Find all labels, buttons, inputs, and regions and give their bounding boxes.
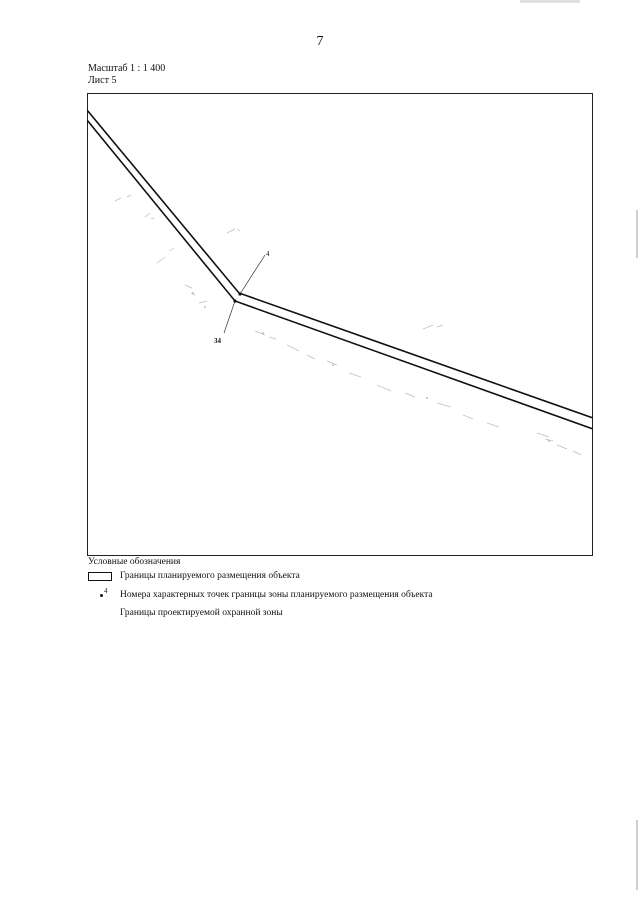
characteristic-point-4 bbox=[238, 292, 241, 295]
scan-edge-mark bbox=[636, 210, 638, 258]
point-label-34: 34 bbox=[214, 337, 221, 345]
legend-item-label: Номера характерных точек границы зоны планируемого размещения объекта bbox=[120, 590, 433, 600]
legend-item-label: Границы планируемого размещения объекта bbox=[120, 571, 300, 581]
characteristic-point-34 bbox=[233, 299, 236, 302]
legend-item-placement-boundary bbox=[88, 571, 300, 581]
scale-label: Масштаб 1 : 1 400 bbox=[88, 63, 166, 74]
scan-corner-mark bbox=[520, 0, 580, 3]
legend-point-sample-number: 4 bbox=[104, 587, 108, 595]
map-frame bbox=[87, 93, 593, 556]
map-border bbox=[88, 94, 593, 556]
legend-item-point-numbers bbox=[88, 587, 433, 600]
legend-item-label: Границы проектируемой охранной зоны bbox=[120, 608, 283, 618]
legend-item-protection-zone bbox=[88, 608, 283, 618]
sheet-label: Лист 5 bbox=[88, 75, 117, 86]
scan-edge-mark bbox=[636, 820, 638, 890]
double-outline-swatch-icon bbox=[88, 572, 112, 581]
numbered-point-icon bbox=[88, 587, 114, 600]
legend-heading: Условные обозначения bbox=[88, 557, 181, 567]
page-number: 7 bbox=[316, 34, 324, 49]
point-label-4: 4 bbox=[266, 250, 270, 258]
